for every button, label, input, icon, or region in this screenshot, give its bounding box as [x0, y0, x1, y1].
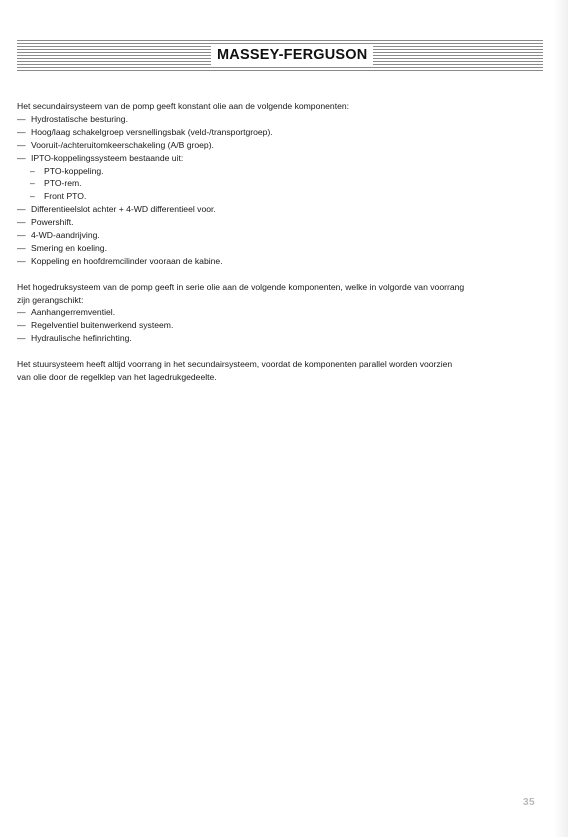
list-item: — Aanhangerremventiel. [17, 307, 116, 318]
paragraph-intro: Het hogedruksysteem van de pomp geeft in serie olie aan de volgende komponenten, welke in volgorde van voorrang [17, 281, 465, 292]
list-item: — Vooruit-/achteruitomkeerschakeling (A/B groep). [17, 139, 214, 150]
list-item: — Regelventiel buitenwerkend systeem. [17, 320, 174, 331]
paragraph-high-pressure-system [17, 281, 547, 346]
list-item: — Smering en koeling. [17, 242, 107, 253]
sub-list-item: – PTO-rem. [30, 178, 82, 189]
paragraph-text-continued: van olie door de regelklep van het lagedrukgedeelte. [17, 372, 217, 382]
paragraph-intro: Het secundairsysteem van de pomp geeft konstant olie aan de volgende komponenten: [17, 101, 350, 111]
brand-title: MASSEY-FERGUSON [211, 45, 373, 65]
body-text [17, 100, 547, 384]
list-item: — Differentieelslot achter + 4-WD differentieel voor. [17, 204, 216, 215]
header-band [17, 38, 543, 72]
list-item: — Koppeling en hoofdremcilinder vooraan de kabine. [17, 255, 223, 266]
list-item: — Hydrostatische besturing. [17, 113, 128, 124]
page-number: 35 [523, 797, 536, 808]
paragraph-secondary-system [17, 100, 547, 268]
list-item: — Powershift. [17, 217, 74, 228]
list-item: — Hydraulische hefinrichting. [17, 333, 132, 344]
paragraph-intro-continued: zijn gerangschikt: [17, 294, 84, 305]
page-edge-shadow [554, 0, 568, 837]
list-item: — 4-WD-aandrijving. [17, 230, 100, 241]
list-item: — IPTO-koppelingssysteem bestaande uit: [17, 152, 184, 163]
list-item: — Hoog/laag schakelgroep versnellingsbak (veld-/transportgroep). [17, 126, 273, 137]
sub-list-item: – PTO-koppeling. [30, 165, 104, 176]
paragraph-steering-priority [17, 358, 547, 384]
paragraph-text: Het stuursysteem heeft altijd voorrang in het secundairsysteem, voordat de komponenten parallel worden voorzien [17, 359, 453, 370]
sub-list-item: – Front PTO. [30, 191, 87, 202]
